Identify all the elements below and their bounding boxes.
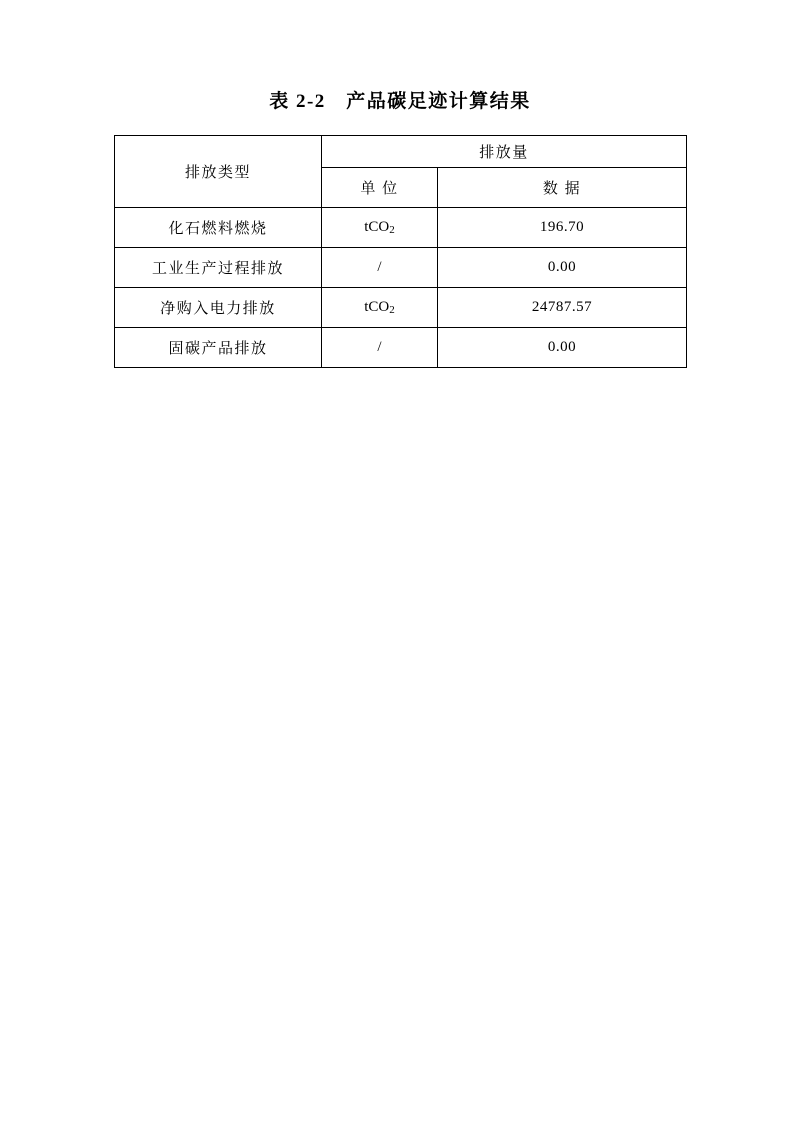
- emissions-table: [114, 135, 687, 368]
- table-row: [115, 248, 687, 288]
- row-unit-text: /: [377, 259, 382, 275]
- row-unit-text: tCO: [364, 219, 390, 235]
- row-value: 196.70: [438, 208, 687, 248]
- row-value: 0.00: [438, 248, 687, 288]
- table-row: [115, 208, 687, 248]
- header-emission-amount: 排放量: [322, 136, 687, 168]
- row-unit-subscript: 2: [389, 304, 395, 316]
- row-unit-subscript: 2: [389, 224, 395, 236]
- row-type: 固碳产品排放: [115, 328, 322, 368]
- table-header-row-1: [115, 136, 687, 168]
- emissions-table-container: [114, 135, 686, 368]
- header-data: 数 据: [438, 168, 687, 208]
- row-unit: [322, 208, 438, 248]
- row-type: 化石燃料燃烧: [115, 208, 322, 248]
- row-unit-text: /: [377, 339, 382, 355]
- row-type: 工业生产过程排放: [115, 248, 322, 288]
- row-type: 净购入电力排放: [115, 288, 322, 328]
- table-title: 表 2-2 产品碳足迹计算结果: [269, 91, 531, 112]
- header-emission-type: 排放类型: [115, 136, 322, 208]
- row-unit: [322, 248, 438, 288]
- row-unit: [322, 288, 438, 328]
- row-value: 0.00: [438, 328, 687, 368]
- row-unit: [322, 328, 438, 368]
- table-row: [115, 288, 687, 328]
- row-value: 24787.57: [438, 288, 687, 328]
- table-row: [115, 328, 687, 368]
- header-unit: 单 位: [322, 168, 438, 208]
- row-unit-text: tCO: [364, 299, 390, 315]
